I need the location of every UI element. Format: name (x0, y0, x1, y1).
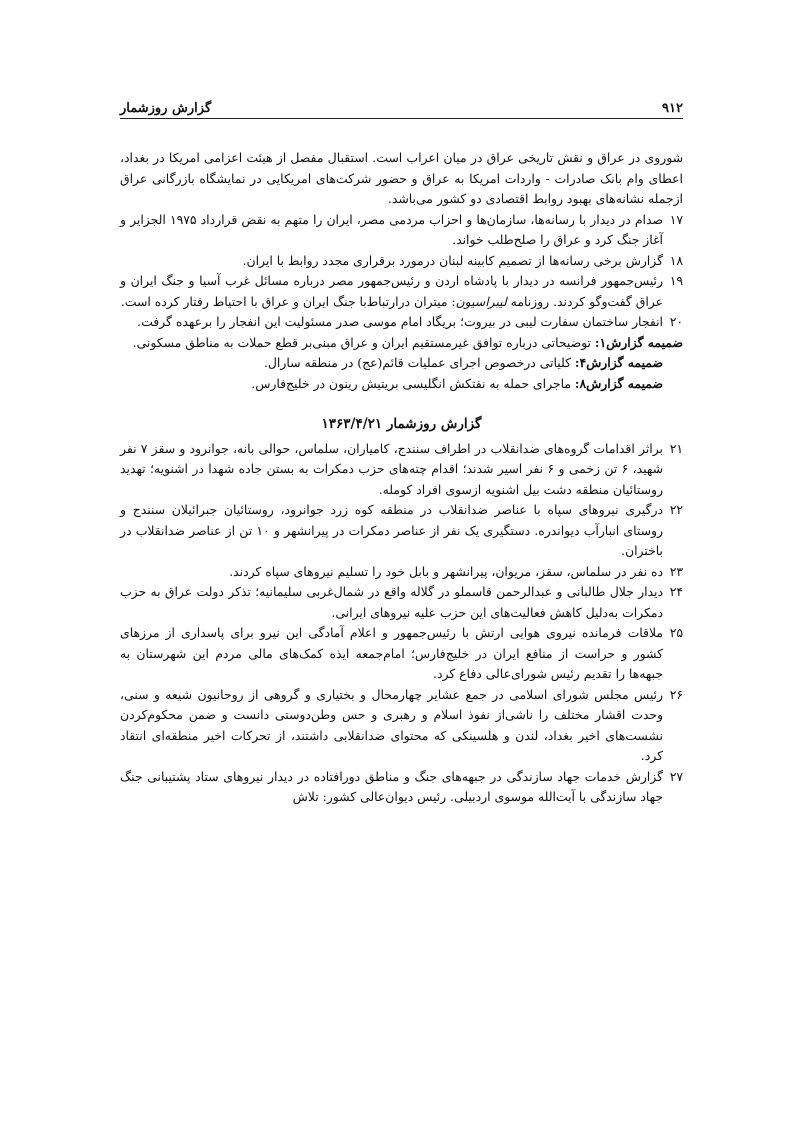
item-number: ۲۶ (669, 686, 683, 702)
annex-note (120, 374, 683, 395)
item-text: ده نفر در سلماس، سقز، مریوان، پیرانشهر و بابل خود را تسلیم نیروهای سپاه کردند. (229, 563, 663, 579)
annex-label: ضمیمه گزارش۱: (594, 334, 683, 350)
item-number: ۲۳ (669, 563, 683, 579)
running-header (120, 92, 683, 116)
item-text: گزارش خدمات جهاد سازندگی در جبهه‌های جنگ و مناطق دورافتاده در دیدار نیروهای ستاد پشتیبانی جنگ جهاد سازندگی با آیت‌الله موسوی اردبیلی. رئیس دیوان‌عالی کشور: تلاش (120, 768, 663, 804)
newspaper-name: لیبراسیون (455, 293, 507, 309)
item-number: ۲۱ (669, 440, 683, 456)
report-item (120, 312, 683, 333)
report-item (120, 623, 683, 685)
page-number: ۹۱۲ (662, 101, 683, 116)
item-number: ۲۴ (669, 584, 683, 599)
item-text: براثر اقدامات گروه‌های ضدانقلاب در اطراف سنندج، کامیاران، سلماس، حوالی بانه، جوانرود و سقز ۷ نفر شهید، ۶ تن زخمی و ۶ نفر اسیر شدند؛ اقدام چته‌های حزب دمکرات به بستن جاده شهدا در اشنویه؛ تهدید روستائیان منطقه دشت بیل اشنویه ازسوی افراد کومله. (120, 440, 663, 497)
report-item (120, 685, 683, 767)
item-text: انفجار ساختمان سفارت لیبی در بیروت؛ بریگاد امام موسی صدر مسئولیت این انفجار را برعهده گرفت. (137, 314, 663, 329)
annex-label: ضمیمه گزارش۴: (574, 355, 663, 370)
report-item (120, 210, 683, 251)
item-number: ۱۹ (669, 273, 683, 288)
annex-note (120, 353, 683, 374)
item-text: رئیس مجلس شورای اسلامی در جمع عشایر چهارمحال و بختیاری و گروهی از روحانیون شیعه و سنی، وحدت اقشار مختلف را ناشی‌از نفوذ اسلام و رهبری و حس وطن‌دوستی دانست و ضمن محکوم‌کردن نشست‌های اخیر بغداد، لندن و هلسینکی که محتوای ضدانقلابی داشتند، از تحرکات اخیر منطقه‌ای انتقاد کرد. (120, 686, 663, 763)
item-text: ملاقات فرمانده نیروی هوایی ارتش با رئیس‌جمهور و اعلام آمادگی این نیرو برای پاسداری از مرزهای کشور و حراست از منافع ایران در خلیج‌فارس؛ امام‌جمعه ایذه کمک‌های مالی مردم این شهرستان به جبهه‌ها را تقدیم رئیس شورای‌عالی دفاع کرد. (120, 625, 663, 681)
intro-paragraph: شوروی در عراق و نقش تاریخی عراق در میان اعراب است. استقبال مفصل از هیئت اعزامی امریکا در بغداد، اعطای وام بانک صادرات - واردات امریکا به عراق و حضور شرکت‌های امریکایی در نمایشگاه بازرگانی عراق ازجمله نشانه‌های بهبود روابط اقتصادی دو کشور می‌باشد. (120, 150, 683, 206)
annex-label: ضمیمه گزارش۸: (574, 375, 663, 391)
running-title: گزارش روزشمار (120, 101, 212, 116)
item-number: ۲۵ (669, 625, 683, 640)
annex-text: توضیحاتی درباره توافق غیرمستقیم ایران و عراق مبنی‌بر قطع حملات به مناطق مسکونی. (132, 334, 595, 350)
item-number: ۲۲ (669, 502, 683, 517)
item-number: ۲۰ (669, 314, 683, 329)
item-number: ۱۸ (669, 252, 683, 268)
report-item (120, 500, 683, 562)
item-text: رئیس‌جمهور فرانسه در دیدار با پادشاه اردن و رئیس‌جمهور مصر درباره مسائل غرب آسیا و جنگ ایران و عراق گفت‌وگو کردند. روزنامه (120, 273, 663, 309)
section-title: گزارش روزشمار ۱۳۶۳/۴/۲۱ (321, 416, 482, 432)
report-item (120, 271, 683, 312)
item-number: ۲۷ (669, 768, 683, 784)
item-text: صدام در دیدار با رسانه‌ها، سازمان‌ها و احزاب مردمی مصر، ایران را متهم به نقض قرارداد ۱۹۷۵ الجزایر و آغاز جنگ کرد و عراق را صلح‌طلب خواند. (120, 211, 663, 247)
annex-text: کلیاتی درخصوص اجرای عملیات قائم(عج) در منطقه سارال. (263, 355, 575, 370)
report-item (120, 582, 683, 623)
annex-text: ماجرای حمله به نفتکش انگلیسی بریتیش رینون در خلیج‌فارس. (251, 375, 575, 391)
report-item (120, 562, 683, 583)
item-number: ۱۷ (669, 211, 683, 227)
item-text: درگیری نیروهای سپاه با عناصر ضدانقلاب در منطقه کوه زرد جوانرود، روستائیان جبرائیلان سنندج و روستای انبارآب دیواندره. دستگیری یک نفر از عناصر دمکرات در پیرانشهر و ۱۰ تن از عناصر ضدانقلاب در باختران. (120, 502, 663, 558)
item-text: دیدار جلال طالبانی و عبدالرحمن قاسملو در گلاله واقع در شمال‌غربی سلیمانیه؛ تذکر دولت عراق به حزب دمکرات به‌دلیل کاهش فعالیت‌های این حزب علیه نیروهای ایرانی. (120, 584, 663, 620)
item-text: : میتران درارتباط‌با جنگ ایران و عراق با احتیاط رفتار کرده است. (120, 293, 456, 309)
annex-note (120, 333, 683, 354)
item-text: گزارش برخی رسانه‌ها از تصمیم کابینه لبنان درمورد برقراری مجدد روابط با ایران. (242, 252, 663, 268)
report-item (120, 439, 683, 501)
document-body (120, 148, 683, 808)
report-item (120, 251, 683, 272)
header-divider (120, 118, 683, 119)
report-item (120, 767, 683, 808)
